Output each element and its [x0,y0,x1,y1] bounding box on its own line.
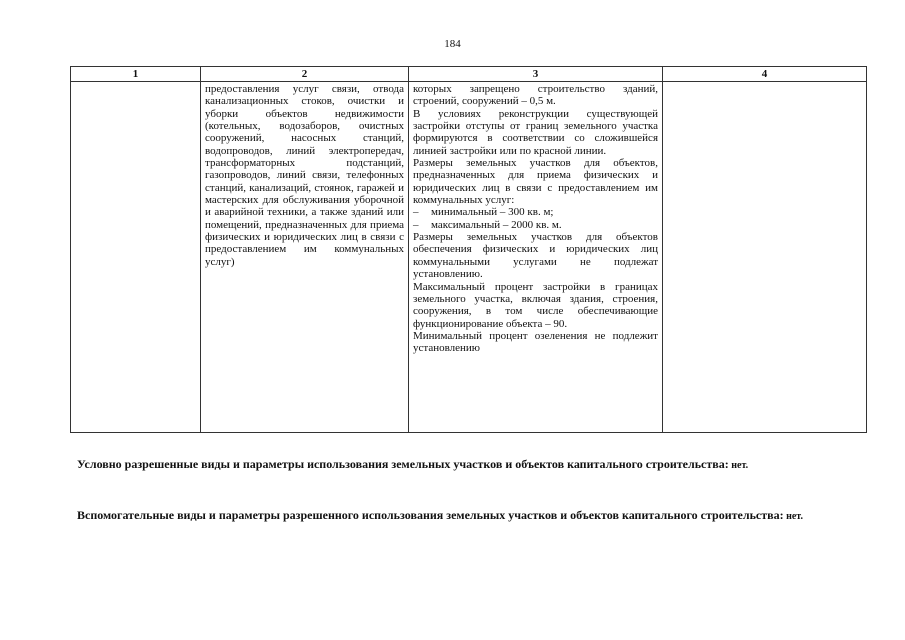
regulations-table [70,66,867,433]
list-item [413,219,658,231]
column-header: 1 [71,67,201,82]
cell-paragraph: В условиях реконструкции существующей застройки отступы от границ земельного участка формируются в соответствии со сложившейся линией застройки или по красной линии. [413,107,658,157]
list-item [413,206,658,218]
list-dash: – [413,218,419,231]
cell-paragraph: Минимальный процент озеленения не подлежит установлению [413,329,658,355]
conditional-uses-heading [77,455,847,475]
column-header: 4 [663,67,867,82]
cell-paragraph: Максимальный процент застройки в границах земельного участка, включая здания, строения, сооружения, в том числе обеспечивающие функционирование объекта – 90. [413,280,658,330]
table-cell-col4 [663,82,867,433]
cell-paragraph: Размеры земельных участков для объектов обеспечения физических и юридических лиц коммунальными услугами не подлежат установлению. [413,231,658,281]
table-cell-col1 [71,82,201,433]
table-header-row [71,67,867,82]
list-item-text: минимальный – 300 кв. м; [431,206,554,219]
cell-text: предоставления услуг связи, отвода канализационных стоков, очистки и уборки объектов недвижимости (котельных, водозаборов, очистных сооружений, насосных станций, водопроводов, линий электропередач, трансформаторных подстанций, газопроводов, линий связи, телефонных станций, канализаций, стоянок, гаражей и мастерских для обслуживания уборочной и аварийной техники, а также зданий или помещений, предназначенных для приема физических и юридических лиц в связи с предоставлением им коммунальных услуг) [205,83,404,268]
cell-paragraph: которых запрещено строительство зданий, строений, сооружений – 0,5 м. [413,83,658,108]
auxiliary-uses-heading [77,506,847,526]
cell-paragraph: Размеры земельных участков для объектов, предназначенных для приема физических и юридических лиц в связи с предоставлением им коммунальных услуг: [413,157,658,207]
table-row [71,82,867,433]
heading-text: Условно разрешенные виды и параметры использования земельных участков и объектов капитального строительства: [77,457,729,471]
column-header: 3 [409,67,663,82]
page-number: 184 [444,38,461,50]
list-dash: – [413,206,419,219]
list-item-text: максимальный – 2000 кв. м. [431,218,562,231]
table-cell-col2 [201,82,409,433]
column-header: 2 [201,67,409,82]
table-cell-col3 [409,82,663,433]
heading-value: нет. [783,511,803,522]
heading-text: Вспомогательные виды и параметры разрешенного использования земельных участков и объектов капитального строительства: [77,508,784,522]
heading-value: нет. [728,460,749,471]
